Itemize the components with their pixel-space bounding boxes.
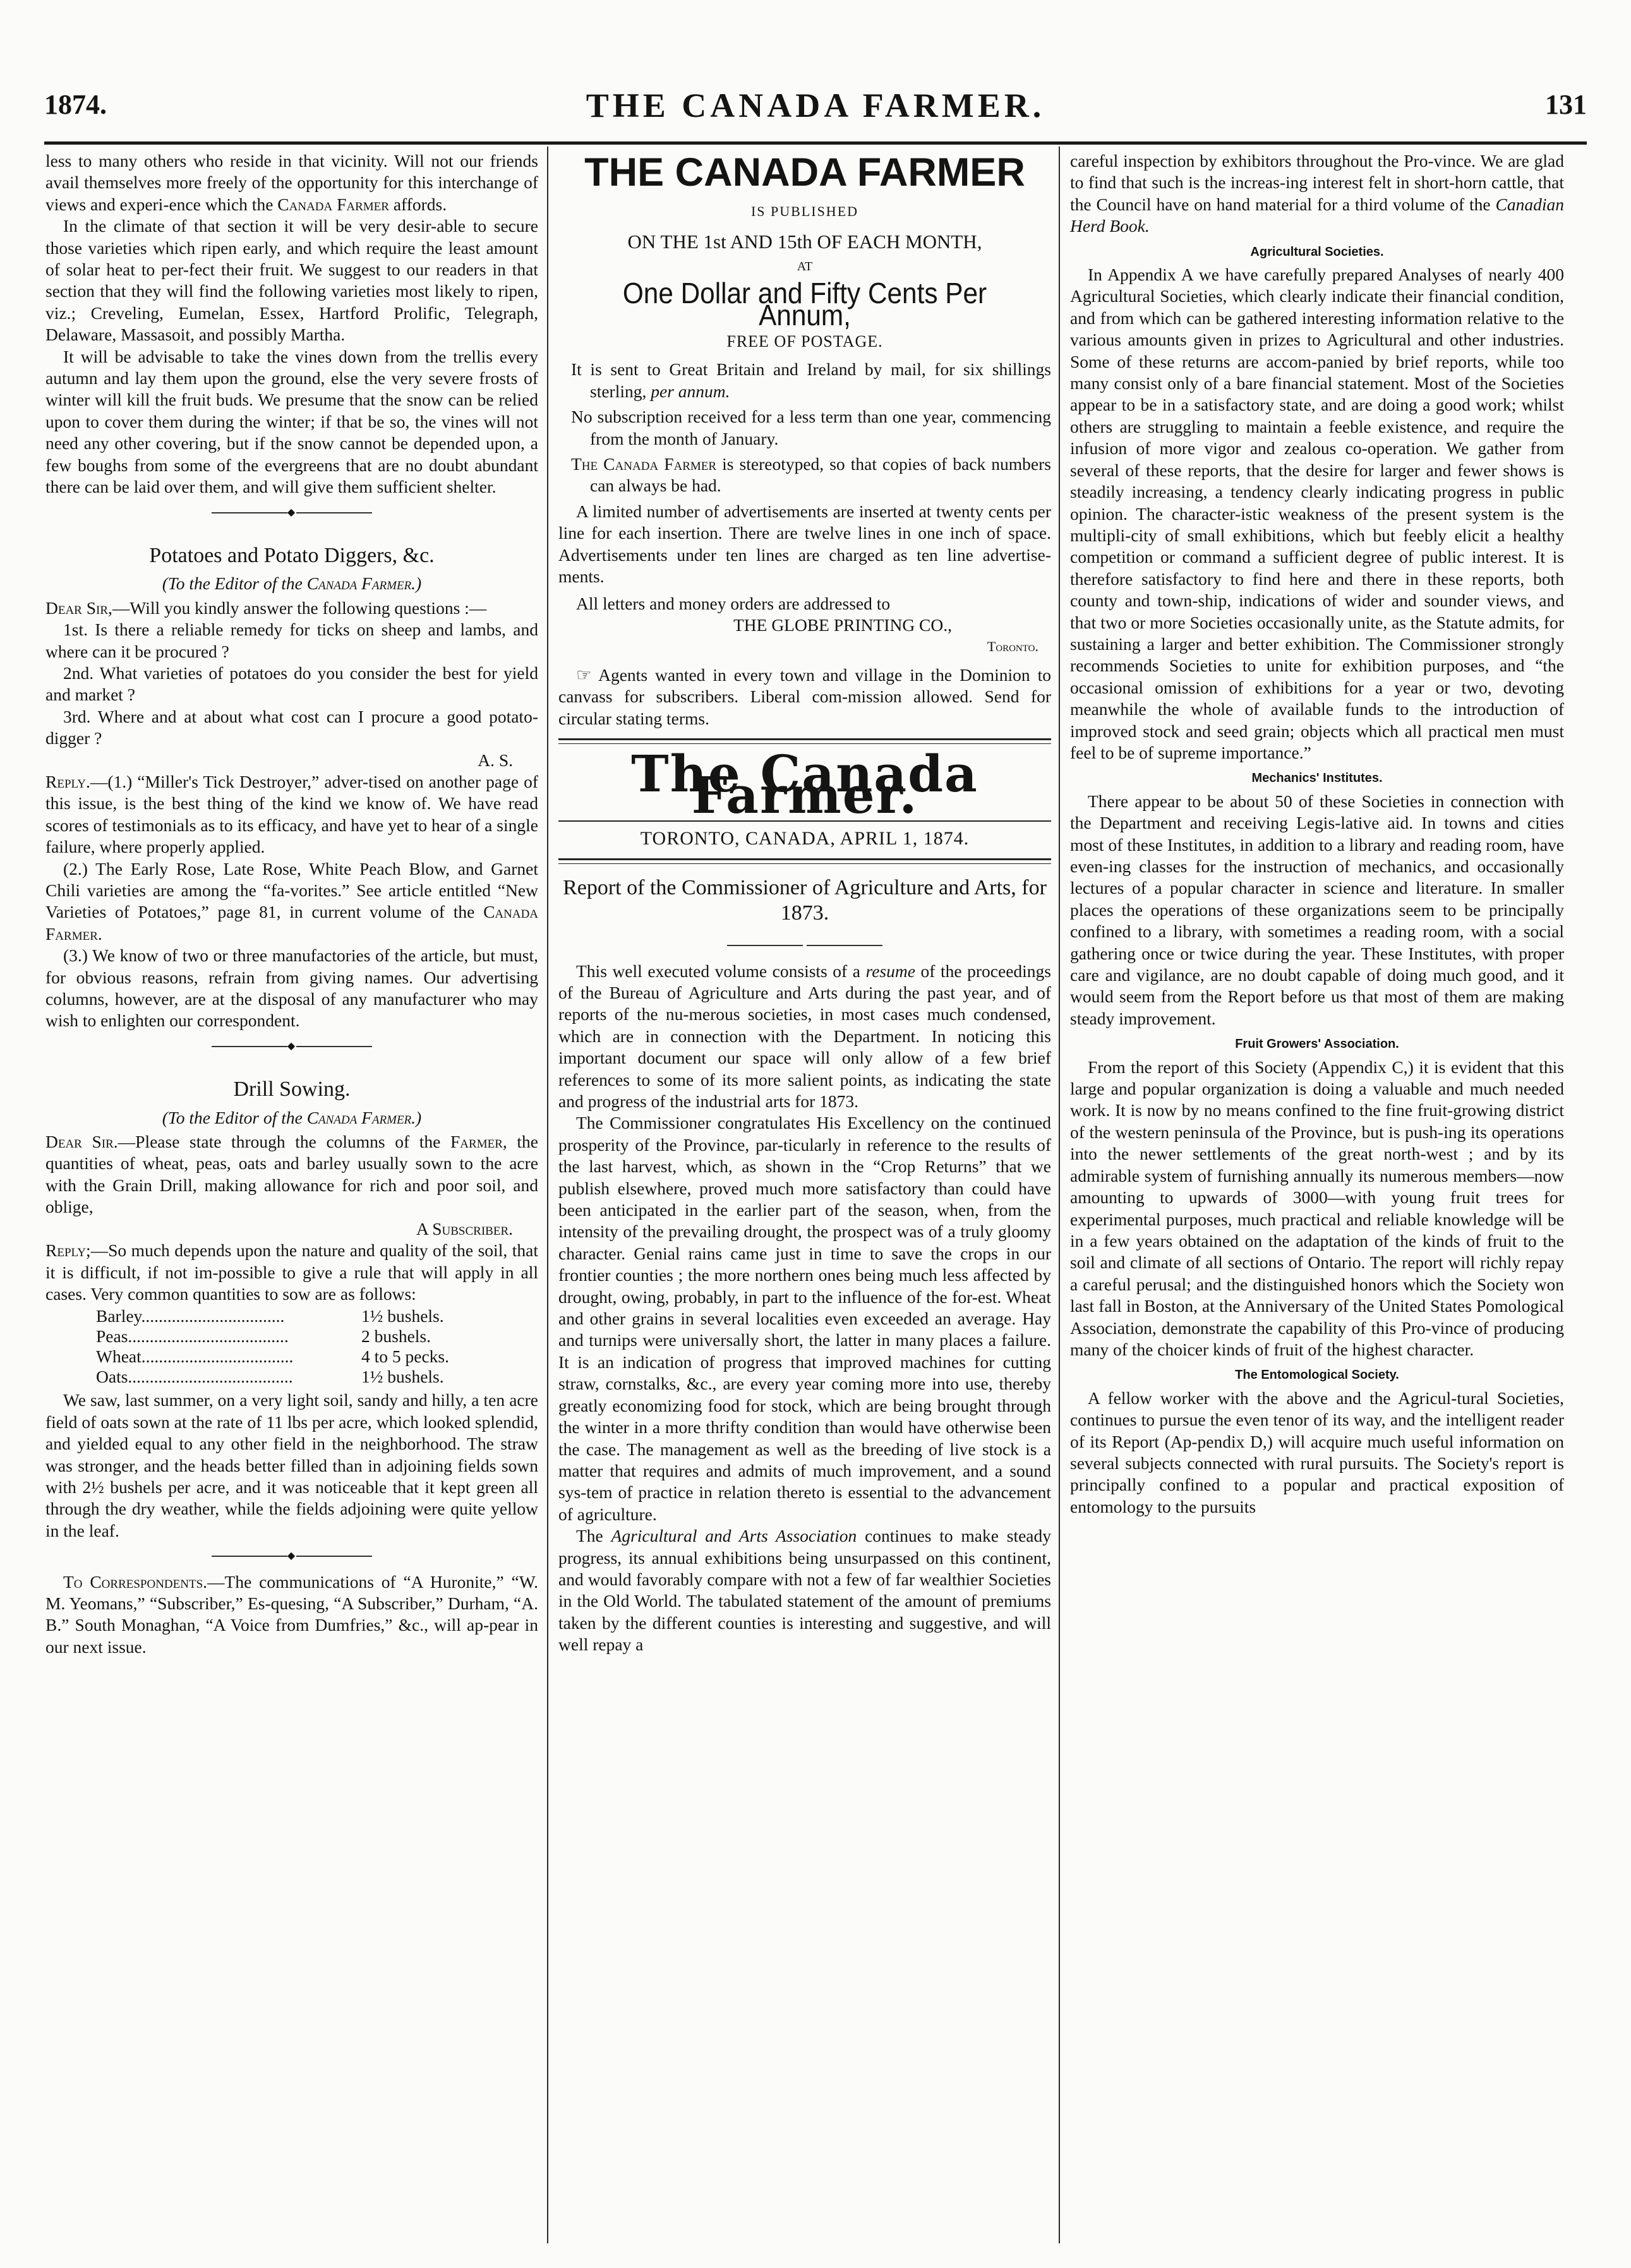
- dateline: TORONTO, CANADA, APRIL 1, 1874.: [640, 827, 970, 849]
- paragraph: There appear to be about 50 of these Societies in connection with the Department and receiving Legis-lative aid. In towns and cities most of these Institutes, in addition to a library and reading room, have even-ing classes for the instruction of mechanics, and occasionally lectures of a popular character in science and literature. In smaller places the operations of these organizations seem to be principally confined to a library, with sometimes a reading room, with a social gathering once or twice during the year. These Institutes, with proper care and vigilance, are no doubt capable of doing much good, and it would seem from the Report before us that most of them are making steady improvement.: [1070, 791, 1564, 1028]
- paragraph: A fellow worker with the above and the Agricul-tural Societies, continues to pursue the even tenor of its way, and the intelligent reader of its Report (Ap-pendix D,) will acquire much useful information on several subjects connected with rural pursuits. The Society's report is principally confined to a popular and practical exposition of entomology to the pursuits: [1070, 1388, 1564, 1516]
- ad-at: AT: [797, 259, 813, 273]
- reply: (2.) The Early Rose, Late Rose, White Peach Blow, and Garnet Chili varieties are among the “fa-vorites.” See article entitled “New Varieties of Potatoes,” page 81, in current volume of the Canada Farmer.: [45, 858, 539, 944]
- table-row: Oats...................................... 1½ bushels.: [96, 1367, 444, 1387]
- header-rule: [44, 141, 1587, 145]
- question: 3rd. Where and at about what cost can I procure a good potato-digger ?: [45, 706, 538, 748]
- signature: A Subscriber.: [416, 1218, 513, 1239]
- column-divider: [1059, 147, 1060, 2243]
- ad-paragraph: A limited number of advertisements are inserted at twenty cents per line for each insertion. There are twelve lines in one inch of space. Advertisements under ten lines are charged as ten line advertise-ments.: [558, 501, 1051, 587]
- reply: Reply.—(1.) “Miller's Tick Destroyer,” adver-tised on another page of this issue, is the best thing of the kind we know of. We have read scores of testimonials as to its efficacy, and have yet to hear of a single failure, where properly applied.: [45, 771, 538, 857]
- editor-line: (To the Editor of the Canada Farmer.): [162, 573, 422, 594]
- paragraph: We saw, last summer, on a very light soil, sandy and hilly, a ten acre field of oats sown at the rate of 11 lbs per acre, which looked splendid, and yielded equal to any other field in the neighborhood. The straw was stronger, and the heads better filled than in adjoining fields sown with 2½ bushels per acre, and it was noticeable that it kept green all through the dry weather, while the fields adjoining were quite yellow in the leaf.: [45, 1390, 538, 1540]
- table-row: Wheat................................... 4 to 5 pecks.: [96, 1347, 450, 1367]
- question: 1st. Is there a reliable remedy for ticks on sheep and lambs, and where can it be procured ?: [45, 620, 538, 661]
- section-divider: ◆: [45, 1545, 538, 1567]
- column-1: [45, 150, 538, 1658]
- paragraph: careful inspection by exhibitors throughout the Pro-vince. We are glad to find that such is the increas-ing interest felt in short-horn cattle, that the Council have on hand material for a third volume of the Canadian Herd Book.: [1070, 151, 1564, 236]
- column-2: [558, 150, 1051, 1656]
- section-divider: [558, 935, 1051, 956]
- section-heading: Agricultural Societies.: [1250, 244, 1384, 259]
- pointing-hand-icon: ☞: [576, 664, 592, 685]
- ad-schedule: ON THE 1st AND 15th OF EACH MONTH,: [627, 231, 982, 253]
- question: 2nd. What varieties of potatoes do you consider the best for yield and market ?: [45, 663, 538, 705]
- reply: (3.) We know of two or three manufactories of the article, but must, for obvious reasons, refrain from giving names. Our advertising columns, however, are at the disposal of any manufacturer who may wish to enlighten our correspondent.: [45, 945, 538, 1031]
- column-3: [1070, 150, 1564, 1518]
- paragraph: It will be advisable to take the vines down from the trellis every autumn and lay them upon the ground, else the very severe frosts of winter will kill the fruit buds. We presume that the snow can be relied upon to cover them during the winter; if that be so, the vines will not need any other covering, but if the snow cannot be depended upon, a few boughs from some of the evergreens that are no doubt abundant there can be laid over them, and will give them sufficient shelter.: [45, 346, 538, 497]
- ad-city: Toronto.: [987, 639, 1038, 655]
- article-heading: Drill Sowing.: [233, 1077, 351, 1101]
- column-divider: [547, 147, 548, 2243]
- section-divider: ◆: [45, 502, 538, 524]
- double-rule: [558, 858, 1051, 864]
- ad-paragraph: All letters and money orders are addressed to: [576, 593, 891, 613]
- paragraph: This well executed volume consists of a resume of the proceedings of the Bureau of Agriculture and Arts during the past year, and of reports of the nu-merous societies, in most cases much condensed, which are in connection with the Department. In noticing this important document our space will only allow of a few brief references to some of its more salient points, as indicating the state and progress of the industrial arts for 1873.: [558, 961, 1051, 1111]
- paragraph: Dear Sir.—Please state through the columns of the Farmer, the quantities of wheat, peas, oats and barley usually sown to the acre with the Grain Drill, making allowance for rich and poor soil, and oblige,: [45, 1132, 538, 1217]
- running-head: [44, 88, 1587, 139]
- section-heading: Mechanics' Institutes.: [1251, 771, 1383, 786]
- ad-agents: ☞ Agents wanted in every town and village in the Dominion to canvass for subscribers. Liberal com-mission allowed. Send for circular stating terms.: [558, 664, 1051, 728]
- article-heading: Potatoes and Potato Diggers, &c.: [149, 543, 435, 567]
- paragraph: Dear Sir,—Will you kindly answer the following questions :—: [45, 597, 487, 618]
- editor-line: (To the Editor of the Canada Farmer.): [162, 1107, 422, 1127]
- ad-title: THE CANADA FARMER: [584, 150, 1025, 195]
- page-year: 1874.: [44, 89, 107, 120]
- ad-published: IS PUBLISHED: [750, 203, 859, 219]
- table-row: Peas..................................... 2 bushels.: [96, 1326, 431, 1347]
- ad-free-postage: FREE OF POSTAGE.: [726, 332, 883, 351]
- paragraph: From the report of this Society (Appendix C,) it is evident that this large and popular organization is doing a valuable and much needed work. It is now by no means confined to the fine fruit-growing district of the western peninsula of the Province, but is push-ing its operations into the newer settlements of the great north-west ; and by its admirable system of furnishing annually its numerous members—now amounting to upwards of 3000—with young fruit trees for experimental purposes, much practical and reliable knowledge will be in a few years obtained on the adaptation of the kinds of fruit to the soil and climate of all sections of Ontario. The report will richly repay a careful perusal; and the distinguished honors which the Society won last fall in Boston, at the Anniversary of the United States Pomological Association, demonstrate the capability of this Pro-vince of producing many of the choicer kinds of fruit of the highest character.: [1070, 1057, 1564, 1359]
- ad-paragraph: No subscription received for a less term than one year, commencing from the month of January.: [571, 407, 1051, 448]
- signature: A. S.: [478, 750, 513, 770]
- paragraph: In the climate of that section it will be very desir-able to secure those varieties which ripen early, and which require the least amount of solar heat to per-fect their fruit. We suggest to our readers in that section that they will find the following varieties most likely to ripen, viz.; Creveling, Eumelan, Essex, Hartford Prolific, Telegraph, Delaware, Massasoit, and possibly Martha.: [45, 216, 538, 345]
- table-row: Barley................................. 1½ bushels.: [96, 1306, 444, 1326]
- section-divider: ◆: [45, 1036, 538, 1057]
- masthead: The Canada Farmer.: [631, 743, 978, 825]
- paragraph: The Agricultural and Arts Association continues to make steady progress, its annual exhibitions being unsurpassed on this continent, and would favorably compare with not a few of far wealthier Societies in the Old World. The tabulated statement of the amount of premiums taken by the different counties is interesting and suggestive, and will well repay a: [558, 1526, 1052, 1655]
- section-heading: Fruit Growers' Association.: [1235, 1037, 1399, 1052]
- section-heading: The Entomological Society.: [1235, 1368, 1399, 1383]
- paragraph: The Commissioner congratulates His Excellency on the continued prosperity of the Province, par-ticularly in reference to the results of the last harvest, which, as shown in the “Crop Returns” that we publish elsewhere, proved much more satisfactory than could have been anticipated in the earlier part of the season, when, from the intensity of the prevailing drought, the prospect was of a truly gloomy character. Genial rains came just in time to save the crops in our frontier counties ; the more northern ones being much less affected by drought, owing, probably, in part to the influence of the for-est. Wheat and other grains in several localities even exceeded an average. Hay and turnips were universally short, the latter in many places a failure. It is an indication of progress that improved machines for cutting straw, cornstalks, &c., are every year coming more into use, thereby greatly economizing food for stock, which are being brought through the winter in a more thrifty condition than would have otherwise been the case. The management as well as the breeding of live stock is a matter that requires and admits of much improvement, and a sound sys-tem of practice in relation thereto is essential to the advancement of agriculture.: [558, 1113, 1051, 1524]
- double-rule: [558, 738, 1051, 744]
- ad-paragraph: The Canada Farmer is stereotyped, so that copies of back numbers can always be had.: [571, 454, 1051, 496]
- correspondents-note: To Correspondents.—The communications of “A Huronite,” “W. M. Yeomans,” “Subscriber,” Es-quesing, “A Subscriber,” Durham, “A. B.” South Monaghan, “A Voice from Dumfries,” &c., will ap-pear in our next issue.: [45, 1571, 539, 1657]
- sowing-table: [96, 1306, 449, 1387]
- paragraph: In Appendix A we have carefully prepared Analyses of nearly 400 Agricultural Societies, which clearly indicate their financial condition, and from which can be gathered interesting information relative to the various amounts given in prizes to Agricultural and other industries. Some of these returns are accom-panied by brief reports, while too many consist only of a bare financial statement. Most of the Societies appear to be in a satisfactory state, and are doing a good work; whilst others are struggling to maintain a feeble existence, and require the infusion of more vigor and zealous co-operation. We gather from several of these reports, that the desire for larger and fewer shows is steadily increasing, a tendency clearly indicating progress in public opinion. The character-istic weakness of the present system is the multipli-city of small exhibitions, which but feebly elicit a healthy competition or command a sufficient degree of public interest. It is therefore satisfactory to find here and there in these reports, both county and town-ship, indications of wider and sounder views, and that two or more Societies occasionally unite, as the Statute admits, for sustaining a larger and better exhibition. The Commissioner strongly recommends Societies to unite for exhibition purposes, and “the occasional omission of exhibitions for a year or two, devoting meanwhile the whole of available funds to the introduction of improved stock and seed grain; objects which all practical men must feel to be of supreme importance.”: [1070, 265, 1564, 762]
- ad-company: THE GLOBE PRINTING CO.,: [733, 615, 953, 635]
- reply: Reply;—So much depends upon the nature and quality of the soil, that it is difficult, if not im-possible to give a rule that will apply in all cases. Very common quantities to sow are as follows:: [45, 1240, 538, 1304]
- page-number: 131: [1545, 89, 1587, 120]
- page-title: THE CANADA FARMER.: [586, 87, 1045, 124]
- paragraph: less to many others who reside in that vicinity. Will not our friends avail themselves more freely of the opportunity for this interchange of views and experi-ence which the Canada Farmer affords.: [45, 151, 538, 214]
- ad-price: One Dollar and Fifty Cents Per Annum,: [622, 277, 987, 332]
- article-heading: Report of the Commissioner of Agriculture and Arts, for 1873.: [563, 876, 1047, 925]
- ad-paragraph: It is sent to Great Britain and Ireland by mail, for six shillings sterling, per annum.: [571, 359, 1051, 401]
